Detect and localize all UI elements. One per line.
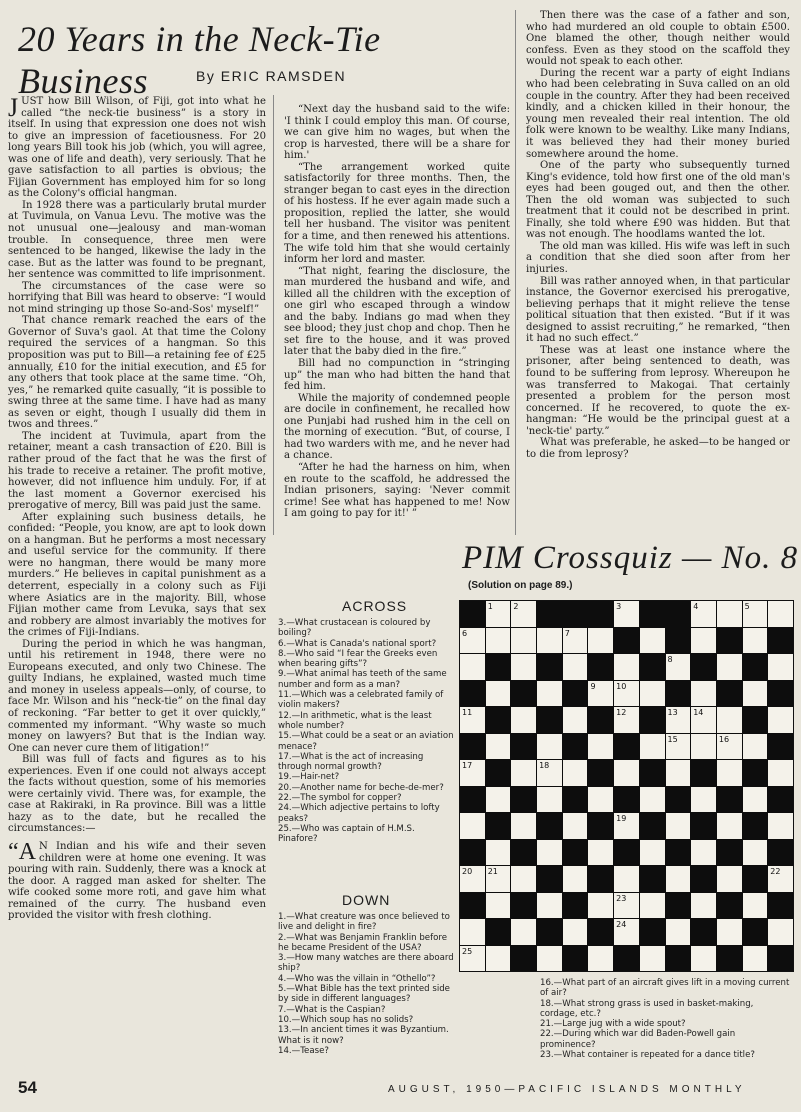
article-paragraph: During the period in which he was hangman, until his retirement in 1948, there were no Europeans executed, and only two Chinese. The guilty Indians, he explained, wasted much time and money in useless appeals—only, of course, to face Mr. Wilson and his “neck-tie” on the final day of reckoning. “Far better to get it over quickly,” commented my informant. “Why waste so much money on lawyers? But that is the Indian way. One can never cure them of litigation!”	[8, 638, 266, 754]
crossword-cell	[511, 707, 536, 733]
crossword-cell	[768, 760, 793, 786]
crossword-cell	[511, 919, 536, 945]
crossword-block	[666, 628, 691, 654]
article-paragraph: The old man was killed. His wife was left in such a condition that she died soon after from her injuries.	[526, 240, 790, 276]
crossword-block	[717, 840, 742, 866]
crossword-cell	[743, 681, 768, 707]
clue-number: 20	[462, 867, 473, 876]
crossword-cell	[768, 813, 793, 839]
crossword-cell	[460, 866, 485, 892]
crossword-block	[666, 787, 691, 813]
clue-number: 3	[616, 602, 622, 611]
crossword-block	[768, 628, 793, 654]
article-paragraph: “Next day the husband said to the wife: 'I think I could employ this man. Of course, we can give him no wages, but when the crop is harvested, there will be a share for him.'	[284, 104, 510, 162]
clue-number: 7	[564, 628, 570, 638]
crossword-cell	[460, 946, 485, 972]
crossword-block	[511, 787, 536, 813]
crossword-block	[486, 760, 511, 786]
clue: 4.—Who was the villain in “Othello”?	[278, 973, 436, 984]
clue: 17.—What is the act of increasing through normal growth?	[278, 751, 424, 773]
crossword-cell	[563, 628, 588, 654]
clue-number: 8	[667, 655, 673, 664]
crossword-block	[768, 840, 793, 866]
crossword-block	[691, 760, 716, 786]
clue: 6.—What is Canada's national sport?	[278, 638, 437, 649]
clue: 21.—Large jug with a wide spout?	[540, 1019, 686, 1030]
crossword-block	[588, 866, 613, 892]
article-paragraph: Bill was rather annoyed when, in that particular instance, the Governor exercised his prerogative, believing perhaps that it might relieve the tense political situation that then existed. “But if it was designed to assist recruiting,” he remarked, “then it had no such effect.”	[526, 275, 790, 345]
article-paragraph: After explaining such business details, he confided: “People, you know, are apt to look down on a hangman. But he performs a most necessary and useful service for the community. If there were no hangman, there would be many more murders.” He believes in capital punishment as a deterrent, especially in a colony such as Fiji where Asiatics are in the majority. Bill, whose Fijian mother came from Levuka, says that sex and robbery are almost invariably the motives for the crimes of Fiji-Indians.	[8, 511, 266, 639]
crossword-cell	[486, 787, 511, 813]
clue-number: 24	[616, 920, 627, 929]
crossword-block	[460, 681, 485, 707]
down-clues-continued	[540, 978, 792, 1060]
clue-number: 4	[693, 602, 699, 611]
column-divider	[273, 95, 274, 535]
crossword-cell	[614, 681, 639, 707]
crossword-cell	[640, 893, 665, 919]
clue: 22.—During which war did Baden-Powell gain prominence?	[540, 1029, 736, 1050]
crossword-cell	[511, 654, 536, 680]
clue: 25.—Who was captain of H.M.S. Pinafore?	[278, 823, 415, 845]
across-clues	[278, 618, 454, 845]
crossword-block	[537, 866, 562, 892]
clue: 5.—What Bible has the text printed side by side in different languages?	[278, 984, 450, 1005]
crossword-cell	[511, 628, 536, 654]
crossword-cell	[717, 601, 742, 627]
clue: 11.—Which was a celebrated family of violin makers?	[278, 690, 444, 711]
crossword-cell	[691, 681, 716, 707]
crossword-block	[717, 946, 742, 972]
clue-number: 9	[590, 681, 596, 691]
article-title: 20 Years in the Neck-Tie Business	[18, 19, 381, 101]
clue: 10.—Which soup has no solids?	[278, 1014, 414, 1025]
article-paragraph: Then there was the case of a father and son, who had murdered an old couple to obtain £500. One blamed the other, though neither would confess. Even as they stood on the scaffold they would not speak to each other.	[526, 10, 790, 68]
crossword-cell	[563, 919, 588, 945]
crossword-cell	[691, 734, 716, 760]
crossword-cell	[743, 946, 768, 972]
crossword-block	[486, 813, 511, 839]
crossword-block	[717, 628, 742, 654]
clue-number: 23	[616, 893, 627, 903]
crossword-cell	[588, 734, 613, 760]
crossword-block	[691, 813, 716, 839]
crossword-block	[588, 707, 613, 733]
down-heading: DOWN	[342, 892, 391, 908]
crossword-cell	[537, 628, 562, 654]
crossword-block	[511, 681, 536, 707]
crossword-block	[563, 601, 588, 627]
clue: 24.—Which adjective pertains to lofty peaks?	[278, 803, 440, 824]
clue-number: 6	[462, 628, 468, 638]
crossword-block	[614, 840, 639, 866]
crossword-cell	[640, 787, 665, 813]
column-divider	[515, 10, 516, 535]
crossword-block	[460, 787, 485, 813]
crossword-block	[537, 654, 562, 680]
article-byline: By ERIC RAMSDEN	[196, 68, 347, 84]
clue: 12.—In arithmetic, what is the least whole number?	[278, 710, 432, 731]
crossword-block	[460, 601, 485, 627]
publication-line: AUGUST, 1950—PACIFIC ISLANDS MONTHLY	[388, 1084, 746, 1095]
crossword-cell	[486, 893, 511, 919]
article-column-3	[526, 10, 790, 460]
crossword-block	[691, 654, 716, 680]
clue: 18.—What strong grass is used in basket-making, cordage, etc.?	[540, 998, 754, 1019]
crossword-block	[691, 866, 716, 892]
clue-number: 18	[539, 761, 550, 770]
crossword-cell	[537, 760, 562, 786]
clue-number: 21	[487, 867, 498, 876]
crossword-cell	[691, 601, 716, 627]
article-paragraph: That chance remark reached the ears of the Governor of Suva's gaol. At that time the Colony required the services of a hangman. So this proposition was put to Bill—a retaining fee of £25 annually, £10 for the initial execution, and £5 for any others that took place at the same time. “Oh, yes,” he remarked quite casually, “it is possible to swing three at the same time. I have had as many as seven or eight, though I usually did them in twos and threes.”	[8, 315, 266, 431]
crossword-cell	[588, 681, 613, 707]
clue-number: 22	[770, 867, 781, 876]
crossword-block	[640, 813, 665, 839]
clue: 14.—Tease?	[278, 1045, 329, 1056]
crossword-block	[563, 893, 588, 919]
crossword-block	[743, 866, 768, 892]
crossword-block	[691, 919, 716, 945]
crossword-cell	[614, 760, 639, 786]
article-paragraph: These was at least one instance where the prisoner, after being sentenced to death, was found to be suffering from leprosy. Whereupon he was transferred to Makogai. That certainly presented a problem for the person most concerned. If he recovered, to quote the ex-hangman: “He would be the principal guest at a 'neck-tie' party.”	[526, 344, 790, 437]
article-paragraph: While the majority of condemned people are docile in confinement, he recalled how one Punjabi had rushed him in the cell on the morning of execution. “But, of course, I had two warders with me, and he never had a chance.	[284, 392, 510, 462]
crossword-block	[588, 601, 613, 627]
crossword-cell	[486, 681, 511, 707]
clue: 15.—What could be a seat or an aviation menace?	[278, 731, 454, 752]
crossword-cell	[691, 628, 716, 654]
crossword-cell	[768, 707, 793, 733]
crossword-block	[614, 628, 639, 654]
crossword-block	[640, 707, 665, 733]
crossword-cell	[666, 813, 691, 839]
crossword-cell	[511, 866, 536, 892]
crossword-block	[640, 919, 665, 945]
crossword-block	[666, 601, 691, 627]
crossword-block	[511, 734, 536, 760]
crossword-cell	[640, 628, 665, 654]
crossword-block	[588, 654, 613, 680]
drop-cap: “A	[8, 839, 36, 865]
crossword-cell	[486, 840, 511, 866]
page-number: 54	[18, 1078, 37, 1097]
crossword-cell	[691, 707, 716, 733]
drop-cap: J	[8, 93, 19, 122]
crossword-cell	[743, 734, 768, 760]
crossword-cell	[768, 919, 793, 945]
crossword-block	[717, 787, 742, 813]
clue: 1.—What creature was once believed to live and delight in fire?	[278, 912, 450, 933]
crossword-block	[640, 866, 665, 892]
crossword-block	[614, 946, 639, 972]
crossword-cell	[563, 813, 588, 839]
article-paragraph: Bill had no compunction in “stringing up” the man who had bitten the hand that fed him.	[284, 358, 510, 393]
crossword-cell	[486, 601, 511, 627]
crossword-cell	[588, 893, 613, 919]
crossword-block	[537, 919, 562, 945]
crossword-cell	[563, 866, 588, 892]
clue-number: 14	[693, 708, 704, 717]
article-paragraph: Bill was full of facts and figures as to his experiences. Even if one could not always accept the facts without question, some of his memories were certainly vivid. There was, for example, the case at Rakiraki, in Ra province. Bill was a little hazy as to the date, but he recalled the circumstances:—	[8, 754, 266, 835]
crossword-cell	[511, 760, 536, 786]
crossword-block	[486, 919, 511, 945]
crossword-block	[588, 760, 613, 786]
article-paragraph: What was preferable, he asked—to be hanged or to die from leprosy?	[526, 437, 790, 460]
crossword-block	[640, 654, 665, 680]
crossword-block	[640, 601, 665, 627]
crossword-block	[588, 813, 613, 839]
clue-number: 13	[667, 708, 678, 717]
clue-number: 1	[487, 602, 493, 611]
crossword-cell	[537, 946, 562, 972]
clue-number: 19	[616, 814, 627, 823]
crossword-cell	[743, 628, 768, 654]
crossword-cell	[486, 628, 511, 654]
crossword-cell	[691, 787, 716, 813]
crossword-cell	[768, 654, 793, 680]
crossword-block	[743, 707, 768, 733]
clue-number: 11	[462, 708, 473, 717]
crossword-cell	[563, 760, 588, 786]
crossword-block	[563, 840, 588, 866]
crossword-cell	[717, 919, 742, 945]
crossword-cell	[666, 866, 691, 892]
clue: 16.—What part of an aircraft gives lift in a moving current of air?	[540, 978, 790, 999]
crossword-cell	[640, 734, 665, 760]
crossword-block	[666, 840, 691, 866]
crossword-block	[486, 707, 511, 733]
crossword-cell	[460, 707, 485, 733]
crossword-block	[614, 734, 639, 760]
article-column-1	[8, 93, 266, 922]
crossword-cell	[614, 707, 639, 733]
article-paragraph: The incident at Tuvimula, apart from the retainer, meant a cash transaction of £20. Bill is rather proud of the fact that he was the first of his trade to receive a retainer. The profit motive, however, did not influence him unduly. For, if at the last moment a Governor exercised his prerogative of mercy, Bill was paid just the same.	[8, 430, 266, 512]
clue: 20.—Another name for beche-de-mer?	[278, 782, 444, 793]
clue: 3.—What crustacean is coloured by boiling?	[278, 618, 431, 639]
crossword-cell	[768, 601, 793, 627]
crossword-cell	[614, 919, 639, 945]
clue: 22.—The symbol for copper?	[278, 793, 402, 804]
article-paragraph: “A N Indian and his wife and their seven children were at home one evening. It was pouring with rain. Suddenly, there was a knock at the door. A ragged man asked for shelter. The wife cooked some more roti, and gave him what remained of the curry. The husband even provided the visitor with fresh clothing.	[8, 839, 266, 922]
crossword-block	[563, 734, 588, 760]
crossword-block	[768, 787, 793, 813]
crossword-block	[666, 893, 691, 919]
crossword-block	[717, 893, 742, 919]
across-heading: ACROSS	[342, 598, 408, 614]
crossword-block	[511, 893, 536, 919]
clue-number: 12	[616, 708, 627, 717]
crossword-cell	[691, 946, 716, 972]
crossword-cell	[537, 893, 562, 919]
crossword-block	[768, 893, 793, 919]
crossword-cell	[537, 734, 562, 760]
crossword-block	[743, 760, 768, 786]
crossword-cell	[717, 734, 742, 760]
crossword-cell	[588, 840, 613, 866]
clue-number: 10	[616, 681, 627, 691]
crossword-cell	[511, 813, 536, 839]
crossword-cell	[460, 628, 485, 654]
crossword-block	[511, 840, 536, 866]
crossword-cell	[588, 946, 613, 972]
article-column-2	[284, 104, 510, 520]
crossword-cell	[486, 866, 511, 892]
crossword-cell	[717, 654, 742, 680]
crossword-title: PIM Crossquiz — No. 8	[462, 540, 799, 576]
crossword-cell	[537, 681, 562, 707]
clue-number: 25	[462, 946, 473, 956]
crossword-block	[537, 813, 562, 839]
crossword-block	[743, 813, 768, 839]
crossword-block	[537, 707, 562, 733]
article-paragraph: JUST how Bill Wilson, of Fiji, got into what he called “the neck-tie business” is a story in itself. In using that expression one does not wish to give an impression of facetiousness. For 20 long years Bill took his job (which, you will agree, was one of life and death), very seriously. That he gave satisfaction to all parties is obvious; the Fijian Government has employed him for so long as the Colony's official hangman.	[8, 93, 266, 200]
crossword-cell	[717, 707, 742, 733]
down-clues	[278, 912, 454, 1056]
clue: 2.—What was Benjamin Franklin before he became President of the USA?	[278, 932, 447, 953]
clue: 7.—What is the Caspian?	[278, 1004, 386, 1015]
crossword-cell	[563, 654, 588, 680]
crossword-block	[717, 681, 742, 707]
crossword-block	[743, 654, 768, 680]
crossword-cell	[691, 840, 716, 866]
crossword-cell	[537, 840, 562, 866]
crossword-cell	[588, 628, 613, 654]
crossword-cell	[537, 787, 562, 813]
crossword-block	[640, 760, 665, 786]
crossword-solution-note: (Solution on page 89.)	[468, 580, 573, 591]
crossword-block	[460, 734, 485, 760]
crossword-grid	[459, 600, 794, 972]
crossword-cell	[743, 840, 768, 866]
crossword-cell	[691, 893, 716, 919]
article-paragraph: During the recent war a party of eight Indians who had been celebrating in Suva called on an old couple in the country. After they had been received kindly, and a chicken killed in their honour, the young men revealed their real intention. The old folk were known to be wealthy. Like many Indians, it was believed they had their money buried somewhere around the home.	[526, 67, 790, 160]
clue-number: 5	[744, 602, 750, 611]
crossword-cell	[640, 681, 665, 707]
article-paragraph: “That night, fearing the disclosure, the man murdered the husband and wife, and killed all the children with the exception of one girl who escaped through a window and the baby. Indians go mad when they see blood; they just chop and chop. Then he set fire to the house, and it was proved later that the baby died in the fire.”	[284, 265, 510, 358]
article-paragraph: The circumstances of the case were so horrifying that Bill was heard to observe: “I would not mind stringing up those So-and-Sos' myself!”	[8, 280, 266, 315]
clue-number: 17	[462, 761, 473, 770]
clue: 9.—What animal has teeth of the same number and form as a man?	[278, 669, 447, 690]
crossword-cell	[666, 919, 691, 945]
crossword-cell	[511, 601, 536, 627]
article-paragraph: In 1928 there was a particularly brutal murder at Tuvimula, on Vanua Levu. The motive was the not unusual one—jealousy and man-woman trouble. In consequence, three men were sentenced to be hanged, likewise the lady in the case. But as the latter was found to be pregnant, her sentence was committed to life imprisonment.	[8, 199, 266, 281]
crossword-block	[563, 787, 588, 813]
crossword-cell	[486, 734, 511, 760]
crossword-cell	[614, 654, 639, 680]
crossword-cell	[460, 919, 485, 945]
crossword-cell	[666, 734, 691, 760]
crossword-cell	[743, 601, 768, 627]
crossword-block	[768, 734, 793, 760]
clue: 19.—Hair-net?	[278, 772, 340, 783]
crossword-cell	[614, 866, 639, 892]
clue-number: 16	[718, 734, 730, 744]
crossword-cell	[743, 787, 768, 813]
crossword-cell	[768, 866, 793, 892]
clue-number: 2	[513, 602, 519, 611]
crossword-block	[511, 946, 536, 972]
crossword-cell	[666, 707, 691, 733]
crossword-cell	[486, 946, 511, 972]
clue: 3.—How many watches are there aboard ship?	[278, 953, 454, 974]
crossword-block	[486, 654, 511, 680]
crossword-block	[768, 681, 793, 707]
crossword-cell	[666, 760, 691, 786]
clue-number: 15	[667, 734, 678, 744]
article-paragraph: One of the party who subsequently turned King's evidence, told how first one of the old man's eyes had been gouged out, and then the other. Then the old woman was subjected to such treatment that it could not be described in print. Finally, she told where £90 was hidden. But that was not enough. The hoodlams wanted the lot.	[526, 160, 790, 241]
crossword-cell	[614, 601, 639, 627]
crossword-cell	[614, 813, 639, 839]
crossword-cell	[588, 787, 613, 813]
crossword-block	[666, 946, 691, 972]
crossword-block	[563, 946, 588, 972]
clue: 13.—In ancient times it was Byzantium. What is it now?	[278, 1025, 449, 1046]
crossword-block	[614, 787, 639, 813]
clue: 23.—What container is repeated for a dance title?	[540, 1050, 755, 1061]
crossword-cell	[717, 760, 742, 786]
crossword-cell	[460, 654, 485, 680]
crossword-block	[666, 681, 691, 707]
crossword-block	[768, 946, 793, 972]
crossword-cell	[640, 946, 665, 972]
crossword-cell	[640, 840, 665, 866]
crossword-cell	[460, 760, 485, 786]
crossword-block	[460, 893, 485, 919]
article-paragraph: “After he had the harness on him, when en route to the scaffold, he addressed the Indian prisoners, saying: 'Never commit crime! See what has happened to me! Now I am going to pay for it!' ”	[284, 461, 510, 520]
crossword-block	[588, 919, 613, 945]
crossword-block	[563, 681, 588, 707]
crossword-cell	[666, 654, 691, 680]
crossword-cell	[717, 866, 742, 892]
article-paragraph: “The arrangement worked quite satisfactorily for three months. Then, the stranger began to cast eyes in the direction of his hostess. If he ever again made such a proposition, replied the latter, she would tell her husband. The visitor was penitent for a time, and then renewed his attentions. The wife told him that she would certainly inform her lord and master.	[284, 161, 510, 266]
crossword-cell	[614, 893, 639, 919]
crossword-block	[460, 840, 485, 866]
crossword-block	[743, 919, 768, 945]
crossword-cell	[717, 813, 742, 839]
crossword-block	[537, 601, 562, 627]
crossword-cell	[460, 813, 485, 839]
crossword-cell	[743, 893, 768, 919]
clue: 8.—Who said “I fear the Greeks even when bearing gifts”?	[278, 648, 438, 670]
crossword-cell	[563, 707, 588, 733]
